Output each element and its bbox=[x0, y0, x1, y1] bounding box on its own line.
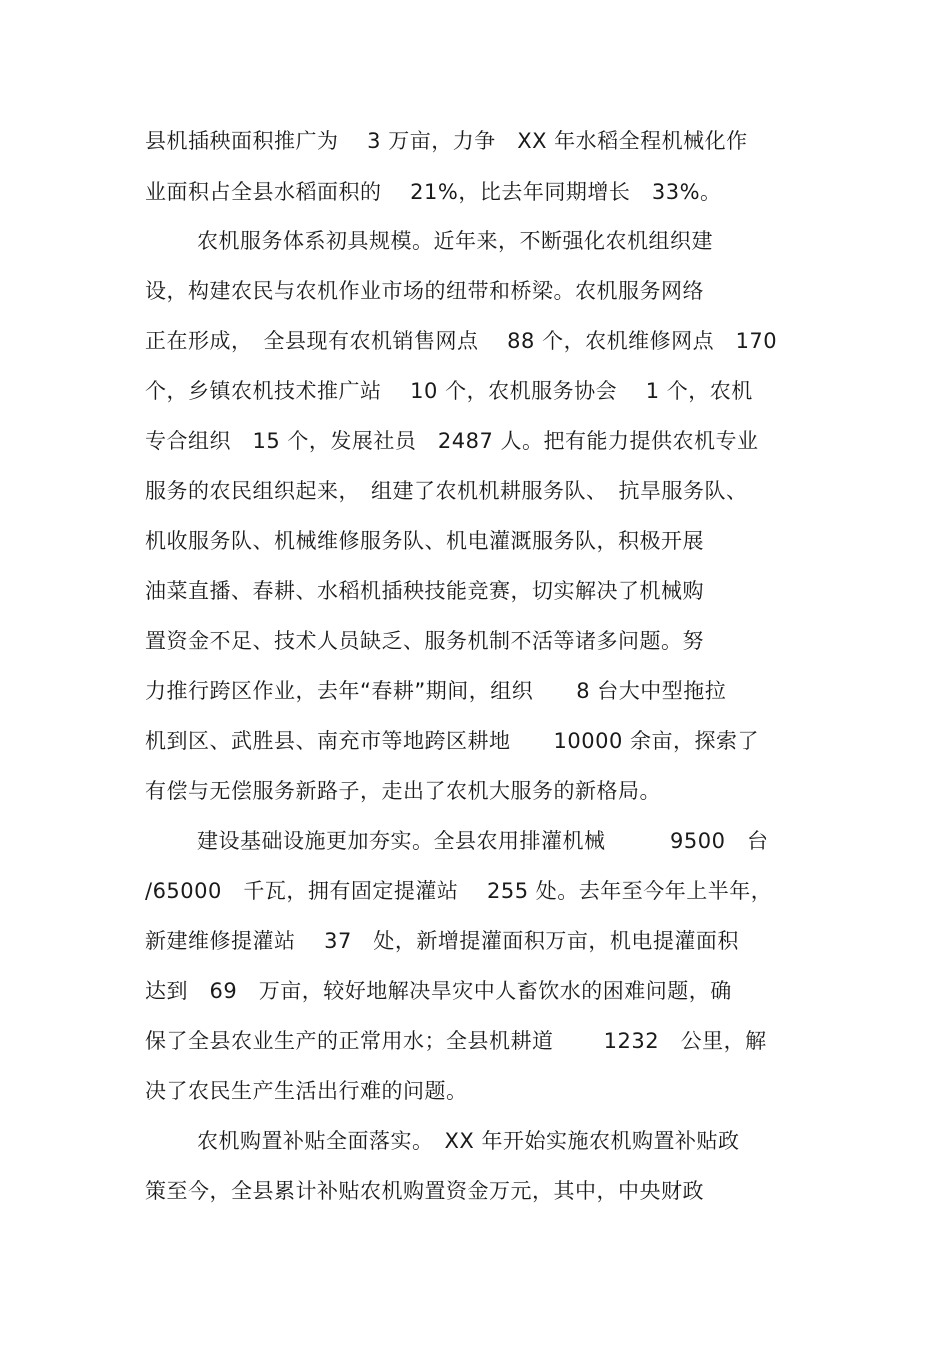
paragraph-start-line: 农机购置补贴全面落实。 XX 年开始实施农机购置补贴政 bbox=[197, 1129, 740, 1153]
text-line: 正在形成， 全县现有农机销售网点 88 个，农机维修网点 170 bbox=[145, 329, 778, 353]
text-line: 县机插秧面积推广为 3 万亩，力争 XX 年水稻全程机械化作 bbox=[145, 129, 748, 153]
text-line: 机到区、武胜县、南充市等地跨区耕地 10000 余亩，探索了 bbox=[145, 729, 759, 753]
text-line: 有偿与无偿服务新路子，走出了农机大服务的新格局。 bbox=[145, 779, 661, 803]
text-line: 设，构建农民与农机作业市场的纽带和桥梁。农机服务网络 bbox=[145, 279, 704, 303]
text-line: 业面积占全县水稻面积的 21%，比去年同期增长 33%。 bbox=[145, 180, 722, 204]
text-line: 保了全县农业生产的正常用水；全县机耕道 1232 公里，解 bbox=[145, 1029, 767, 1053]
text-line: 服务的农民组织起来， 组建了农机机耕服务队、 抗旱服务队、 bbox=[145, 479, 748, 503]
text-line: 置资金不足、技术人员缺乏、服务机制不活等诸多问题。努 bbox=[145, 629, 704, 653]
text-line: 决了农民生产生活出行难的问题。 bbox=[145, 1079, 468, 1103]
paragraph-start-line: 建设基础设施更加夯实。全县农用排灌机械 9500 台 bbox=[197, 829, 769, 853]
text-line: /65000 千瓦，拥有固定提灌站 255 处。去年至今年上半年， bbox=[145, 879, 773, 903]
text-line: 达到 69 万亩，较好地解决旱灾中人畜饮水的困难问题，确 bbox=[145, 979, 732, 1003]
text-line: 油菜直播、春耕、水稻机插秧技能竞赛，切实解决了机械购 bbox=[145, 579, 704, 603]
paragraph-start-line: 农机服务体系初具规模。近年来，不断强化农机组织建 bbox=[197, 229, 713, 253]
text-line: 新建维修提灌站 37 处，新增提灌面积万亩，机电提灌面积 bbox=[145, 929, 739, 953]
text-line: 力推行跨区作业，去年“春耕”期间，组织 8 台大中型拖拉 bbox=[145, 679, 727, 703]
text-line: 策至今，全县累计补贴农机购置资金万元，其中，中央财政 bbox=[145, 1179, 704, 1203]
text-line: 机收服务队、机械维修服务队、机电灌溉服务队，积极开展 bbox=[145, 529, 704, 553]
text-line: 个，乡镇农机技术推广站 10 个，农机服务协会 1 个，农机 bbox=[145, 379, 753, 403]
text-line: 专合组织 15 个，发展社员 2487 人。把有能力提供农机专业 bbox=[145, 429, 759, 453]
